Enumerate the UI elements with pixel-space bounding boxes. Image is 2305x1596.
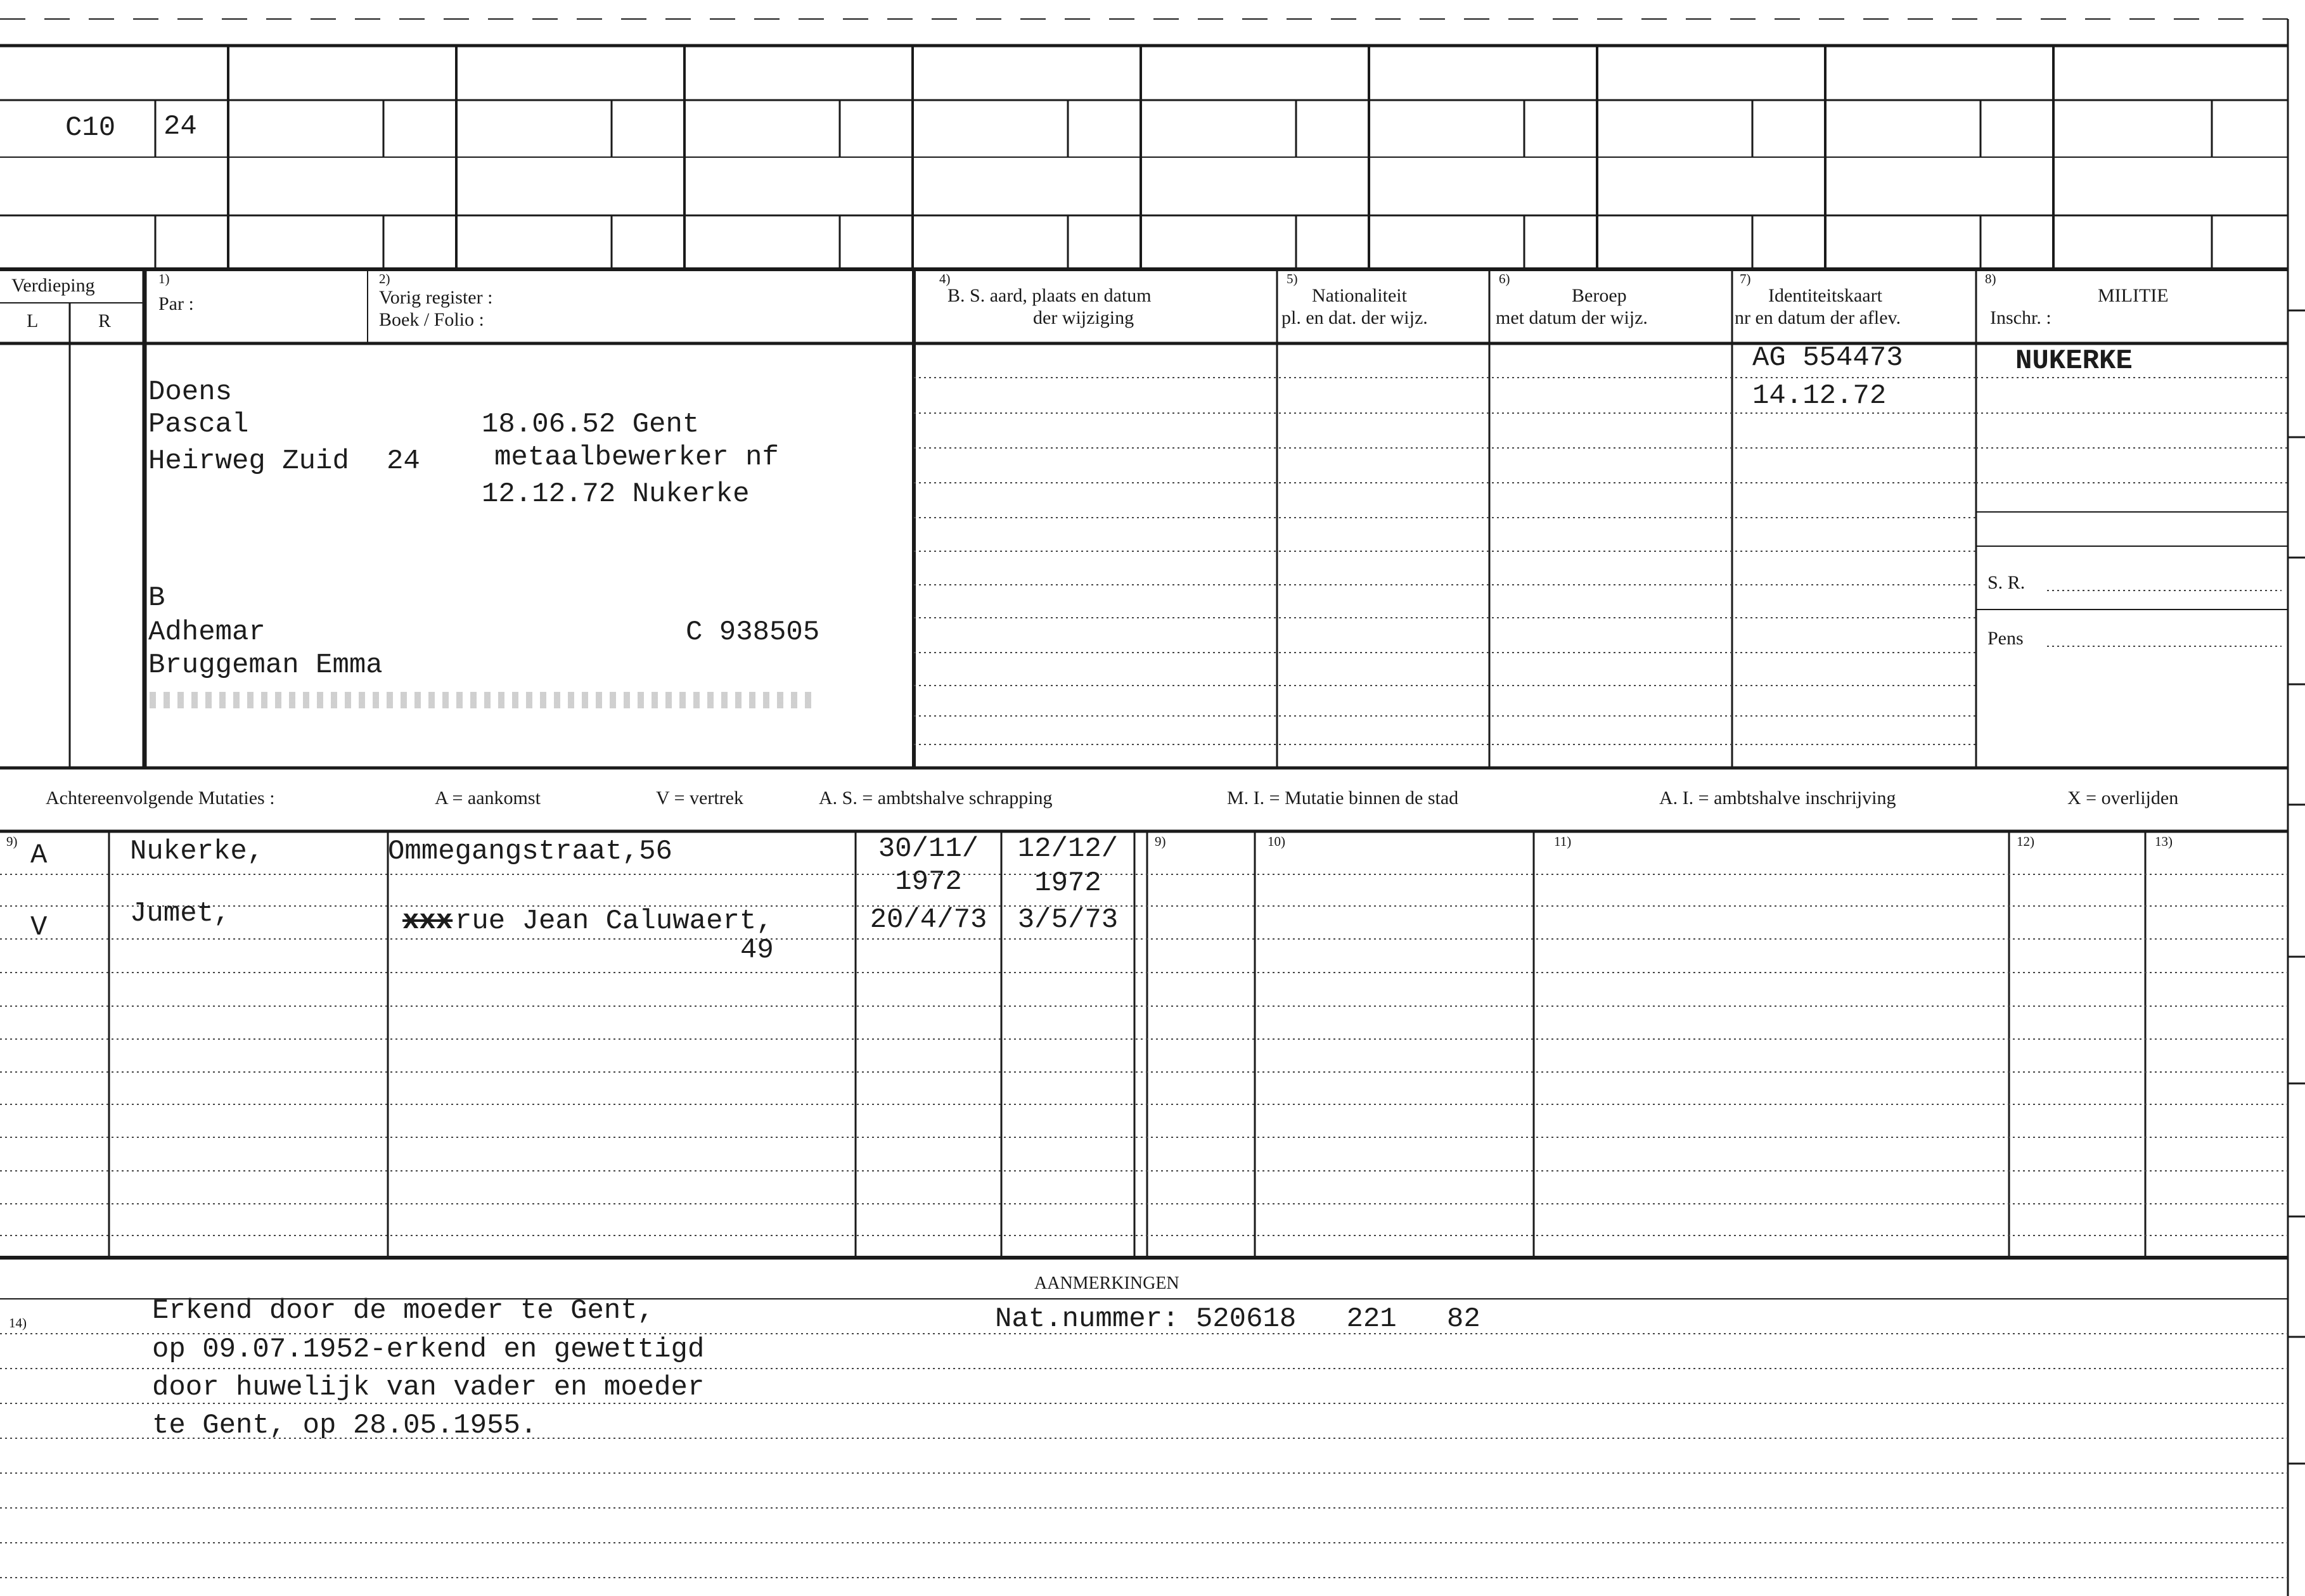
mutation-col-11: 11) [1554,834,1572,849]
mutation-date2-line2: 1972 [1034,867,1101,899]
remarks-title: AANMERKINGEN [1034,1274,1179,1293]
inschr-label: Inschr. : [1990,307,2051,328]
mutation-date1: 20/4/73 [870,904,987,936]
mutation-col-10: 10) [1268,834,1285,849]
mutations-legend-title: Achtereenvolgende Mutaties : [46,788,275,808]
pens-label: Pens [1987,628,2024,649]
mutation-address: Ommegangstraat,56 [388,836,672,867]
militie-value: NUKERKE [2015,345,2133,377]
boek-folio-label: Boek / Folio : [379,309,484,330]
legend-mi: M. I. = Mutatie binnen de stad [1227,788,1459,808]
mutation-address-number: 49 [740,935,774,966]
mutation-place: Jumet, [130,898,231,929]
national-number: Nat.nummer: 520618 221 82 [995,1303,1480,1335]
par-label: Par : [158,293,194,314]
person-birth: 18.06.52 Gent [482,409,700,440]
num-2: 2) [379,271,390,286]
col-l-label: L [27,310,39,331]
mutation-place: Nukerke, [130,836,264,867]
person-firstname: Pascal [148,409,249,440]
identity-card-date: 14.12.72 [1752,380,1887,412]
mutation-address: rue Jean Caluwaert, [455,905,773,937]
remark-line-4: te Gent, op 28.05.1955. [152,1410,537,1441]
remark-line-2: op 09.07.1952-erkend en gewettigd [152,1334,705,1365]
beroep-subheader: met datum der wijz. [1496,307,1648,328]
num-4: 4) [939,271,951,286]
legend-ai: A. I. = ambtshalve inschrijving [1659,788,1896,808]
mutation-struck-text: xxx [402,905,453,937]
mutation-type: V [30,912,48,943]
mutation-col-13: 13) [2155,834,2173,849]
remark-line-3: door huwelijk van vader en moeder [152,1372,705,1403]
beroep-header: Beroep [1572,285,1627,306]
person-registered: 12.12.72 Nukerke [482,478,750,510]
mutation-type: A [30,839,48,871]
bs-header-line1: B. S. aard, plaats en datum [947,285,1152,306]
vorig-register-label: Vorig register : [379,287,493,308]
col-r-label: R [98,310,112,331]
person-document-number: C 938505 [686,616,820,648]
remark-line-1: Erkend door de moeder te Gent, [152,1295,655,1327]
legend-as: A. S. = ambtshalve schrapping [819,788,1053,808]
mutation-col-9b: 9) [1155,834,1166,849]
mutation-col-9: 9) [6,834,18,849]
mutation-date1-line2: 1972 [895,866,962,898]
legend-v: V = vertrek [656,788,743,808]
person-father: Adhemar [148,616,266,648]
sr-label: S. R. [1987,572,2026,593]
person-profession: metaalbewerker nf [494,442,779,473]
militie-header: MILITIE [2098,285,2169,306]
num-5: 5) [1287,271,1298,286]
nationaliteit-header: Nationaliteit [1312,285,1407,306]
verdieping-label: Verdieping [11,275,95,296]
remarks-num: 14) [9,1315,27,1331]
redacted-line [150,692,815,708]
nationaliteit-subheader: pl. en dat. der wijz. [1281,307,1428,328]
person-house-number: 24 [387,445,420,477]
person-status-code: B [148,582,165,614]
num-6: 6) [1499,271,1510,286]
mutation-date2: 3/5/73 [1017,904,1119,936]
num-7: 7) [1740,271,1751,286]
person-mother: Bruggeman Emma [148,649,383,681]
identiteitskaart-subheader: nr en datum der aflev. [1735,307,1901,328]
num-1: 1) [158,271,170,286]
person-surname: Doens [148,376,233,408]
card-number: 24 [164,111,197,143]
identiteitskaart-header: Identiteitskaart [1768,285,1882,306]
card-code: C10 [65,112,116,144]
mutation-date1-line1: 30/11/ [878,833,979,865]
mutation-date2-line1: 12/12/ [1017,833,1119,865]
identity-card-number: AG 554473 [1752,342,1903,374]
legend-x: X = overlijden [2067,788,2179,808]
num-8: 8) [1985,271,1996,286]
bs-header-line2: der wijziging [1033,307,1134,328]
legend-a: A = aankomst [435,788,541,808]
person-street: Heirweg Zuid [148,445,349,477]
mutation-col-12: 12) [2017,834,2034,849]
